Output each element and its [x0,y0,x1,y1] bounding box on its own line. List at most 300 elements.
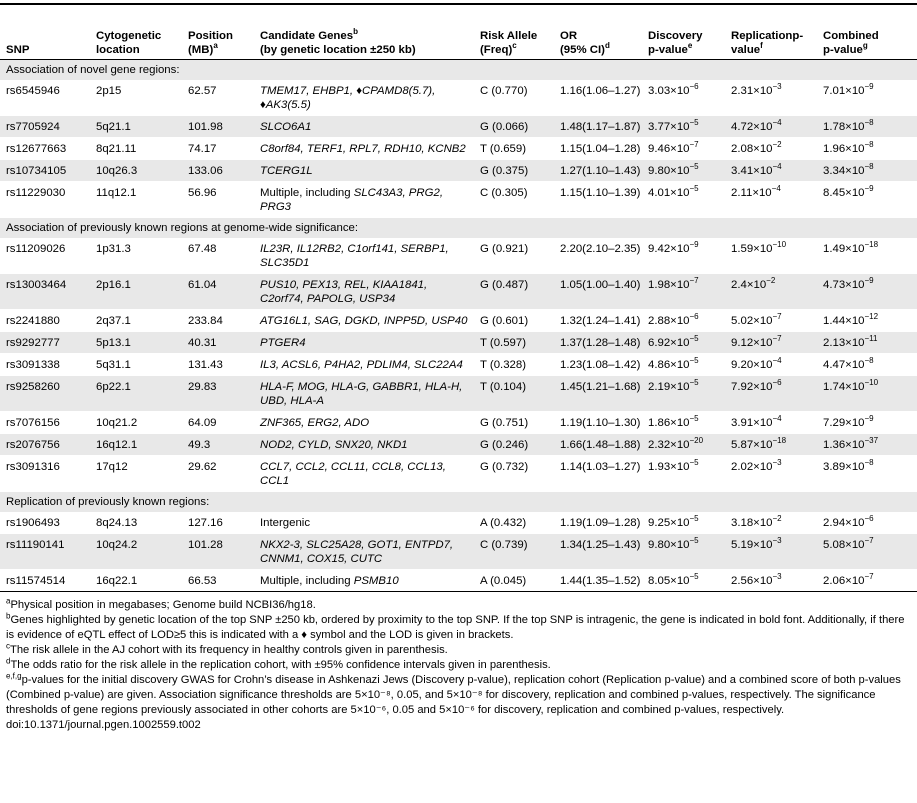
cell-genes [253,412,473,434]
cell-snp: rs3091338 [0,354,89,376]
cell-position: 62.57 [181,80,253,116]
cell-snp: rs1906493 [0,512,89,534]
pvalue-exponent: −2 [772,140,782,150]
pvalue-exponent: −5 [689,536,699,546]
cell-or: 1.48(1.17–1.87) [553,116,641,138]
cell-risk-allele: G (0.375) [473,160,553,182]
pvalue-exponent: −3 [772,458,782,468]
cell-cyto: 6p22.1 [89,376,181,412]
cell-risk-allele: G (0.487) [473,274,553,310]
genes-italic: , IL12RB2, C1orf141, SERBP1, [290,243,449,255]
header-risk: Risk Allele (Freq)$^c$ [473,29,553,60]
cell-combined-pvalue [816,160,917,182]
section-row [0,492,917,513]
cell-genes [253,310,473,332]
pvalue-exponent: −7 [864,572,874,582]
cell-combined-pvalue [816,138,917,160]
pvalue-exponent: −5 [689,458,699,468]
pvalue-mantissa: 2.32×10 [648,439,690,451]
genes-italic: NKX2-3, SLC25A28, GOT1, ENTPD7, [260,539,454,551]
genes-italic: SLC35D1 [260,257,310,269]
cell-position: 66.53 [181,570,253,592]
cell-risk-allele: C (0.770) [473,80,553,116]
genes-italic: UBD, HLA-A [260,395,324,407]
cell-discovery-pvalue [641,138,724,160]
genes-italic: , SAG, DGKD, INPP5D, USP40 [307,315,468,327]
cell-or: 1.34(1.25–1.43) [553,534,641,570]
cell-risk-allele: T (0.328) [473,354,553,376]
cell-or: 1.27(1.10–1.43) [553,160,641,182]
pvalue-exponent: −5 [689,378,699,388]
genes-italic: SLCO6A1 [260,121,312,133]
cell-risk-allele: A (0.045) [473,570,553,592]
pvalue-exponent: −5 [689,356,699,366]
cell-cyto: 5q31.1 [89,354,181,376]
pvalue-exponent: −4 [772,414,782,424]
pvalue-mantissa: 2.08×10 [731,143,773,155]
pvalue-mantissa: 1.78×10 [823,121,865,133]
cell-genes [253,332,473,354]
genes-italic: C2orf74, PAPOLG, USP34 [260,293,396,305]
cell-discovery-pvalue [641,534,724,570]
pvalue-exponent: −9 [864,184,874,194]
cell-replication-pvalue [724,354,816,376]
table-row [0,376,917,412]
cell-cyto: 10q24.2 [89,534,181,570]
pvalue-mantissa: 1.36×10 [823,439,865,451]
cell-discovery-pvalue [641,512,724,534]
cell-cyto: 5p13.1 [89,332,181,354]
cell-snp: rs2241880 [0,310,89,332]
pvalue-mantissa: 1.49×10 [823,243,865,255]
table-row [0,534,917,570]
pvalue-mantissa: 2.13×10 [823,337,865,349]
cell-position: 67.48 [181,238,253,274]
genes-italic: C8orf84, TERF1, RPL7, RDH10, KCNB2 [260,143,466,155]
cell-snp: rs11209026 [0,238,89,274]
pvalue-mantissa: 2.02×10 [731,461,773,473]
pvalue-mantissa: 1.93×10 [648,461,690,473]
pvalue-exponent: −8 [864,356,874,366]
cell-discovery-pvalue [641,274,724,310]
pvalue-mantissa: 9.46×10 [648,143,690,155]
cell-position: 49.3 [181,434,253,456]
header-or: OR (95% CI)$^d$ [553,29,641,60]
bold-gene: IL23R [260,243,291,255]
pvalue-mantissa: 4.72×10 [731,121,773,133]
cell-discovery-pvalue [641,310,724,332]
cell-risk-allele: T (0.597) [473,332,553,354]
cell-replication-pvalue [724,138,816,160]
pvalue-mantissa: 2.06×10 [823,575,865,587]
pvalue-mantissa: 3.89×10 [823,461,865,473]
cell-risk-allele: G (0.066) [473,116,553,138]
pvalue-mantissa: 1.74×10 [823,381,865,393]
cell-replication-pvalue [724,412,816,434]
pvalue-exponent: −7 [772,334,782,344]
pvalue-exponent: −11 [864,334,878,344]
cell-combined-pvalue [816,412,917,434]
cell-snp: rs11229030 [0,182,89,218]
table-row [0,138,917,160]
cell-snp: rs7705924 [0,116,89,138]
pvalue-mantissa: 4.01×10 [648,187,690,199]
cell-cyto: 8q24.13 [89,512,181,534]
cell-snp: rs11574514 [0,570,89,592]
section-title: Association of novel gene regions: [0,60,917,81]
pvalue-mantissa: 1.86×10 [648,417,690,429]
pvalue-mantissa: 7.29×10 [823,417,865,429]
pvalue-mantissa: 9.12×10 [731,337,773,349]
table-row [0,570,917,592]
pvalue-exponent: −5 [689,118,699,128]
footnote-a: $^a$Physical position in megabases; Genome build NCBI36/hg18. [6,596,316,611]
cell-genes [253,274,473,310]
pvalue-mantissa: 7.92×10 [731,381,773,393]
pvalue-exponent: −5 [689,572,699,582]
cell-genes [253,80,473,116]
pvalue-exponent: −7 [689,276,699,286]
cell-or: 1.15(1.10–1.39) [553,182,641,218]
footnote-d: $^d$The odds ratio for the risk allele in the replication cohort, with ±95% confidence intervals given in parenthesis. [6,656,551,671]
cell-snp: rs9292777 [0,332,89,354]
cell-risk-allele: T (0.659) [473,138,553,160]
cell-cyto: 10q21.2 [89,412,181,434]
header-replication: Replicationp- value$^f$ [724,29,816,60]
cell-genes [253,354,473,376]
cell-replication-pvalue [724,274,816,310]
pvalue-mantissa: 9.25×10 [648,517,690,529]
cell-discovery-pvalue [641,376,724,412]
pvalue-exponent: −6 [689,312,699,322]
cell-genes [253,512,473,534]
cell-or: 1.44(1.35–1.52) [553,570,641,592]
cell-replication-pvalue [724,534,816,570]
table-body [0,60,917,592]
genes-italic: SLC43A3, PRG2, [353,187,443,199]
cell-or: 1.66(1.48–1.88) [553,434,641,456]
cell-risk-allele: C (0.739) [473,534,553,570]
genes-italic: CCL7, CCL2, CCL11, CCL8, CCL13, CCL1 [260,461,446,487]
cell-replication-pvalue [724,456,816,492]
table-row [0,434,917,456]
pvalue-exponent: −6 [689,82,699,92]
cell-genes [253,238,473,274]
cell-discovery-pvalue [641,456,724,492]
cell-risk-allele: G (0.921) [473,238,553,274]
footnote-efg: $^{e,f,g}$p-values for the initial discovery GWAS for Crohn’s disease in Ashkenazi Jews (Discovery p-value), replication cohort (Replication p-value) and a combined score of both p-values (Combined p-value) are given. Association significance thresholds are 5×10⁻⁸, 0.05, and 5×10⁻⁸ for discovery, replication and combined p-values, respectively. The significance thresholds of gene regions previously associated in other cohorts are 5×10⁻⁶, 0.05 and 5×10⁻⁶ for discovery, replication and combined p-values, respectively. [6,671,901,716]
pvalue-exponent: −7 [689,140,699,150]
pvalue-exponent: −5 [689,414,699,424]
cell-combined-pvalue [816,512,917,534]
table-row [0,274,917,310]
bold-gene: PUS10 [260,279,297,291]
cell-risk-allele: T (0.104) [473,376,553,412]
cell-snp: rs6545946 [0,80,89,116]
section-row [0,60,917,81]
pvalue-mantissa: 3.34×10 [823,165,865,177]
pvalue-exponent: −20 [689,436,704,446]
genes-text: Intergenic [260,517,311,529]
cell-replication-pvalue [724,512,816,534]
pvalue-exponent: −2 [772,514,782,524]
cell-combined-pvalue [816,238,917,274]
cell-position: 29.83 [181,376,253,412]
cell-discovery-pvalue [641,354,724,376]
cell-risk-allele: G (0.751) [473,412,553,434]
cell-or: 2.20(2.10–2.35) [553,238,641,274]
cell-position: 61.04 [181,274,253,310]
pvalue-mantissa: 2.31×10 [731,85,773,97]
pvalue-mantissa: 2.94×10 [823,517,865,529]
table-row [0,160,917,182]
cell-position: 74.17 [181,138,253,160]
cell-position: 101.98 [181,116,253,138]
cell-or: 1.15(1.04–1.28) [553,138,641,160]
pvalue-exponent: −4 [771,184,781,194]
pvalue-mantissa: 8.45×10 [823,187,865,199]
pvalue-mantissa: 5.19×10 [731,539,773,551]
pvalue-exponent: −7 [772,312,782,322]
table-row [0,116,917,138]
cell-combined-pvalue [816,332,917,354]
genes-italic: TMEM17, EHBP1, ♦CPAMD8(5.7), [260,85,436,97]
pvalue-mantissa: 2.4×10 [731,279,767,291]
results-table [0,29,917,592]
cell-position: 131.43 [181,354,253,376]
cell-cyto: 2p15 [89,80,181,116]
cell-replication-pvalue [724,182,816,218]
cell-discovery-pvalue [641,434,724,456]
cell-or: 1.45(1.21–1.68) [553,376,641,412]
pvalue-mantissa: 3.03×10 [648,85,690,97]
pvalue-exponent: −4 [772,118,782,128]
genes-italic: , CYLD, SNX20, NKD1 [291,439,408,451]
cell-replication-pvalue [724,434,816,456]
genes-italic: HLA-F, MOG, HLA-G, GABBR1, HLA-H, [260,381,463,393]
pvalue-mantissa: 2.19×10 [648,381,690,393]
cell-discovery-pvalue [641,238,724,274]
cell-combined-pvalue [816,182,917,218]
table-row [0,80,917,116]
cell-risk-allele: C (0.305) [473,182,553,218]
pvalue-exponent: −4 [772,162,782,172]
cell-snp: rs3091316 [0,456,89,492]
cell-or: 1.19(1.10–1.30) [553,412,641,434]
pvalue-exponent: −9 [864,276,874,286]
table-row [0,354,917,376]
pvalue-exponent: −10 [864,378,879,388]
cell-cyto: 10q26.3 [89,160,181,182]
cell-replication-pvalue [724,80,816,116]
cell-combined-pvalue [816,456,917,492]
cell-combined-pvalue [816,376,917,412]
table-row [0,182,917,218]
pvalue-mantissa: 5.08×10 [823,539,865,551]
cell-snp: rs13003464 [0,274,89,310]
pvalue-mantissa: 3.77×10 [648,121,690,133]
genes-italic: , PEX13, REL, KIAA1841, [296,279,428,291]
pvalue-exponent: −2 [766,276,776,286]
cell-genes [253,182,473,218]
cell-cyto: 2q37.1 [89,310,181,332]
bold-gene: ATG16L1 [260,315,308,327]
header-genes: Candidate Genes$^b$ (by genetic location ±250 kb) [253,29,473,60]
pvalue-mantissa: 8.05×10 [648,575,690,587]
pvalue-exponent: −5 [689,514,699,524]
cell-or: 1.37(1.28–1.48) [553,332,641,354]
cell-genes [253,456,473,492]
pvalue-exponent: −9 [864,414,874,424]
table-header [0,29,917,60]
cell-or: 1.14(1.03–1.27) [553,456,641,492]
table-row [0,412,917,434]
cell-replication-pvalue [724,116,816,138]
pvalue-mantissa: 1.59×10 [731,243,773,255]
pvalue-exponent: −3 [772,82,782,92]
cell-combined-pvalue [816,434,917,456]
cell-or: 1.05(1.00–1.40) [553,274,641,310]
pvalue-mantissa: 7.01×10 [823,85,865,97]
pvalue-exponent: −6 [772,378,782,388]
cell-position: 29.62 [181,456,253,492]
pvalue-mantissa: 9.42×10 [648,243,690,255]
cell-replication-pvalue [724,332,816,354]
pvalue-exponent: −9 [864,82,874,92]
section-title: Replication of previously known regions: [0,492,917,513]
pvalue-mantissa: 2.56×10 [731,575,773,587]
pvalue-exponent: −5 [689,184,699,194]
table-row [0,238,917,274]
cell-combined-pvalue [816,310,917,332]
cell-cyto: 1p31.3 [89,238,181,274]
genes-italic: IL3, ACSL6, P4HA2, PDLIM4, SLC22A4 [260,359,463,371]
pvalue-mantissa: 5.02×10 [731,315,773,327]
table-row [0,332,917,354]
cell-risk-allele: G (0.732) [473,456,553,492]
cell-discovery-pvalue [641,80,724,116]
genes-text: Multiple, including [260,187,354,199]
genes-text: Multiple, including [260,575,354,587]
footnotes [0,592,917,733]
cell-discovery-pvalue [641,182,724,218]
bold-gene: NOD2 [260,439,292,451]
pvalue-mantissa: 3.41×10 [731,165,773,177]
cell-genes [253,376,473,412]
genes-italic: ♦AK3(5.5) [260,99,311,111]
section-title: Association of previously known regions at genome-wide significance: [0,218,917,239]
cell-cyto: 8q21.11 [89,138,181,160]
cell-cyto: 11q12.1 [89,182,181,218]
cell-cyto: 5q21.1 [89,116,181,138]
cell-replication-pvalue [724,238,816,274]
pvalue-mantissa: 3.18×10 [731,517,773,529]
cell-replication-pvalue [724,376,816,412]
cell-position: 101.28 [181,534,253,570]
cell-or: 1.16(1.06–1.27) [553,80,641,116]
cell-replication-pvalue [724,160,816,182]
pvalue-exponent: −5 [689,334,699,344]
cell-combined-pvalue [816,274,917,310]
cell-discovery-pvalue [641,332,724,354]
header-combined: Combined p-value$^g$ [816,29,917,60]
pvalue-mantissa: 3.91×10 [731,417,773,429]
cell-genes [253,434,473,456]
table-row [0,456,917,492]
pvalue-exponent: −9 [689,240,699,250]
cell-snp: rs2076756 [0,434,89,456]
cell-or: 1.32(1.24–1.41) [553,310,641,332]
genes-italic: PSMB10 [353,575,399,587]
header-snp: SNP [0,29,89,60]
pvalue-exponent: −10 [772,240,787,250]
cell-cyto: 2p16.1 [89,274,181,310]
cell-replication-pvalue [724,310,816,332]
cell-snp: rs9258260 [0,376,89,412]
cell-genes [253,570,473,592]
genes-italic: PRG3 [260,201,292,213]
genes-italic: PTGER4 [260,337,306,349]
cell-combined-pvalue [816,354,917,376]
cell-combined-pvalue [816,116,917,138]
pvalue-mantissa: 9.20×10 [731,359,773,371]
section-row [0,218,917,239]
pvalue-mantissa: 1.96×10 [823,143,865,155]
cell-position: 127.16 [181,512,253,534]
cell-risk-allele: G (0.601) [473,310,553,332]
pvalue-exponent: −4 [772,356,782,366]
cell-or: 1.19(1.09–1.28) [553,512,641,534]
pvalue-exponent: −3 [772,572,782,582]
cell-position: 233.84 [181,310,253,332]
pvalue-mantissa: 1.44×10 [823,315,865,327]
cell-genes [253,138,473,160]
header-position: Position (MB)$^a$ [181,29,253,60]
pvalue-mantissa: 2.88×10 [648,315,690,327]
cell-replication-pvalue [724,570,816,592]
genes-italic: TCERG1L [260,165,313,177]
pvalue-exponent: −18 [772,436,787,446]
cell-snp: rs12677663 [0,138,89,160]
cell-combined-pvalue [816,534,917,570]
footnote-c: $^c$The risk allele in the AJ cohort with its frequency in healthy controls given in parenthesis. [6,641,448,656]
cell-position: 56.96 [181,182,253,218]
pvalue-mantissa: 2.11×10 [731,187,772,199]
pvalue-exponent: −8 [864,140,874,150]
pvalue-mantissa: 5.87×10 [731,439,773,451]
pvalue-mantissa: 6.92×10 [648,337,690,349]
genes-italic: CNNM1, COX15, CUTC [260,553,383,565]
header-discovery: Discovery p-value$^e$ [641,29,724,60]
cell-risk-allele: G (0.246) [473,434,553,456]
genes-italic: , ERG2, ADO [301,417,370,429]
pvalue-exponent: −3 [772,536,782,546]
cell-risk-allele: A (0.432) [473,512,553,534]
pvalue-mantissa: 4.86×10 [648,359,690,371]
cell-genes [253,160,473,182]
cell-cyto: 16q22.1 [89,570,181,592]
cell-snp: rs11190141 [0,534,89,570]
pvalue-exponent: −6 [864,514,874,524]
header-cyto: Cytogenetic location [89,29,181,60]
pvalue-exponent: −5 [689,162,699,172]
cell-genes [253,534,473,570]
bold-gene: ZNF365 [260,417,302,429]
pvalue-exponent: −18 [864,240,879,250]
cell-position: 64.09 [181,412,253,434]
cell-discovery-pvalue [641,412,724,434]
pvalue-mantissa: 4.73×10 [823,279,865,291]
